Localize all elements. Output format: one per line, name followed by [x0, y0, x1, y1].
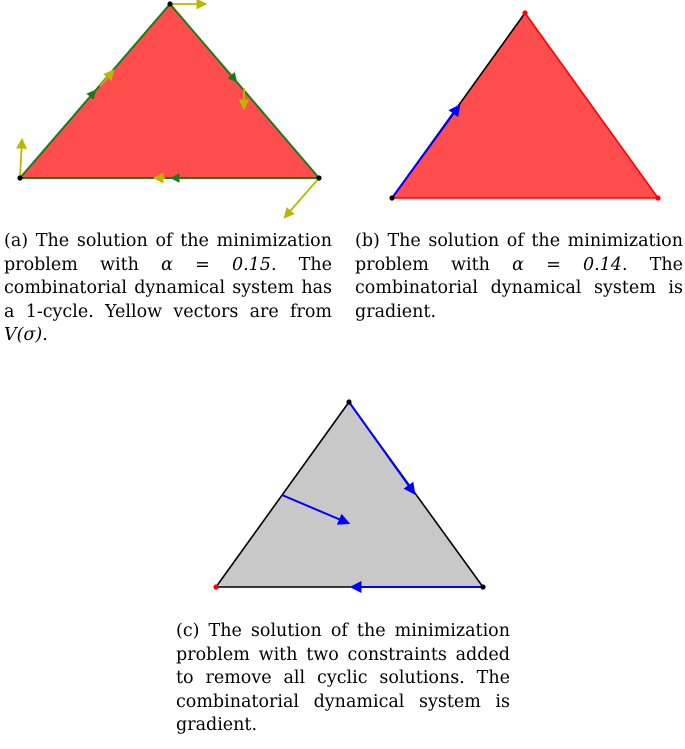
caption-a-math-alpha: α = 0.15 [161, 254, 271, 275]
vertex-right [655, 195, 660, 200]
vertex-top [522, 10, 527, 15]
caption-b [355, 230, 683, 324]
vertex-left [17, 175, 22, 180]
caption-c [176, 620, 510, 738]
caption-a-text-2: . The combinatorial dynamical system has a 1-cycle. Yellow vectors are from [4, 254, 332, 322]
vertex-right [316, 175, 321, 180]
figure-b-triangle [389, 10, 660, 200]
vertex-top [346, 399, 351, 404]
triangle-face [216, 402, 483, 587]
caption-a-text-3: . [42, 325, 48, 346]
vertex-top [167, 1, 172, 6]
triangle-face [392, 13, 658, 198]
caption-a-text-1: The solution of the minimization problem with [4, 231, 332, 275]
caption-c-text: The solution of the minimization problem with two constraints added to remove all cyclic solutions. The combinatorial dynamical system is gradient. [176, 621, 510, 736]
caption-b-math-alpha: α = 0.14 [512, 254, 622, 275]
vertex-right [480, 584, 485, 589]
caption-c-label: (c) [176, 621, 200, 641]
caption-a-math-v: V(σ) [4, 325, 43, 346]
vertex-left [213, 584, 218, 589]
triangle-face [20, 4, 319, 178]
figure-c-triangle [213, 399, 485, 589]
caption-a [4, 230, 332, 348]
vector-right-vertex [285, 178, 319, 217]
caption-b-label: (b) [355, 231, 380, 251]
caption-a-label: (a) [4, 231, 29, 251]
figure-a-triangle [17, 1, 321, 217]
vector-left-vertex [20, 140, 22, 178]
caption-b-text-2: . The combinatorial dynamical system is gradient. [355, 254, 683, 322]
caption-b-text-1: The solution of the minimization problem with [355, 231, 683, 275]
vertex-left [389, 195, 394, 200]
